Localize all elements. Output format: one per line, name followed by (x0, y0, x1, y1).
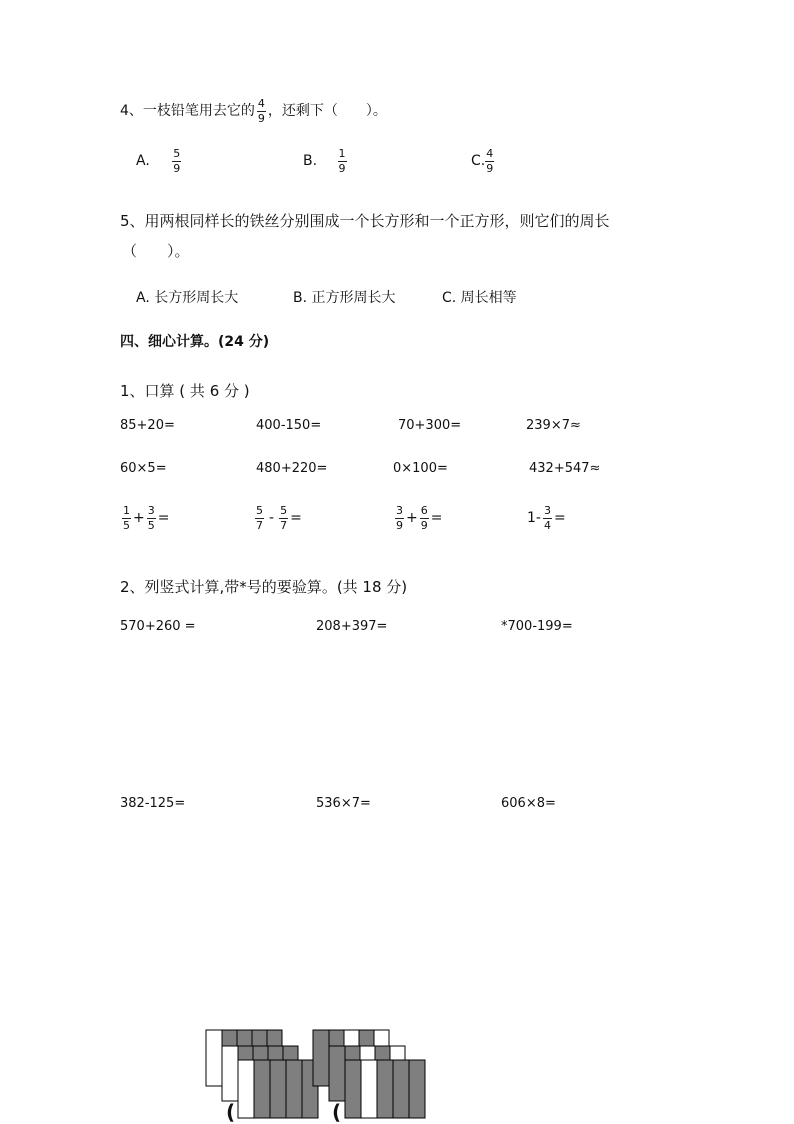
oral-r2-c1: 60×5= (120, 461, 167, 476)
q4-fraction: $\frac{4}{9}$ (257, 97, 265, 125)
left-bar-3-seg-1 (254, 1060, 270, 1118)
q4-option-c: C. $\frac{4}{9}$ (471, 147, 494, 175)
right-bar-3-seg-0 (345, 1060, 361, 1118)
oral-r3-c2: $\frac{5}{7}$ - $\frac{5}{7}$ = (256, 504, 302, 532)
oral-r3-c1: $\frac{1}{5}$ + $\frac{3}{5}$ = (123, 504, 170, 532)
q5-option-c: C. 周长相等 (442, 290, 517, 306)
fraction-bars-left (206, 1030, 318, 1118)
right-bar-3-seg-1 (361, 1060, 377, 1118)
q5-stem-line2: （ ）。 (122, 242, 190, 260)
vertical-r1-c1: 570+260 = (120, 619, 196, 634)
oral-r2-c3: 0×100= (393, 461, 448, 476)
right-bar-1-seg-0 (329, 1030, 344, 1046)
q4-option-b: B. $\frac{1}{9}$ (303, 147, 346, 175)
oral-r1-c3: 70+300= (398, 418, 462, 433)
right-frame-2 (329, 1046, 345, 1101)
oral-r1-c1: 85+20= (120, 418, 175, 433)
q4-suffix: ，还剩下（ ）。 (267, 103, 387, 120)
right-bar-1-seg-1 (344, 1030, 359, 1046)
oral-r2-c2: 480+220= (256, 461, 328, 476)
q4-option-a: A. $\frac{5}{9}$ (136, 147, 181, 175)
q4-prefix: 4、一枝铅笔用去它的 (120, 103, 255, 120)
q4-option-a-fraction: $\frac{5}{9}$ (173, 147, 181, 175)
left-bar-3-seg-0 (238, 1060, 254, 1118)
right-bar-1-seg-2 (359, 1030, 374, 1046)
oral-r1-c4: 239×7≈ (526, 418, 581, 433)
section-4-title: 四、细心计算。(24 分) (120, 334, 270, 350)
left-bar-1-seg-2 (252, 1030, 267, 1046)
vertical-r2-c3: 606×8= (501, 796, 556, 811)
vertical-r2-c1: 382-125= (120, 796, 186, 811)
left-bar-1-seg-1 (237, 1030, 252, 1046)
oral-title: 1、口算 ( 共 6 分 ) (120, 382, 250, 400)
fraction-bars-right (313, 1030, 425, 1118)
vertical-title: 2、列竖式计算,带*号的要验算。(共 18 分) (120, 578, 408, 596)
figure-right-paren: ( (332, 1100, 342, 1124)
q5-stem-line1: 5、用两根同样长的铁丝分别围成一个长方形和一个正方形，则它们的周长 (120, 212, 610, 230)
right-bar-3-seg-4 (409, 1060, 425, 1118)
vertical-r2-c2: 536×7= (316, 796, 371, 811)
left-bar-1-seg-3 (267, 1030, 282, 1046)
right-frame-1 (313, 1030, 329, 1086)
vertical-r1-c3: *700-199= (501, 619, 573, 634)
oral-r1-c2: 400-150= (256, 418, 322, 433)
left-bar-3-seg-2 (270, 1060, 286, 1118)
q4-option-c-fraction: $\frac{4}{9}$ (486, 147, 494, 175)
q5-option-b: B. 正方形周长大 (293, 290, 396, 306)
right-bar-3-seg-3 (393, 1060, 409, 1118)
figure-left-paren: ( (226, 1100, 236, 1124)
q5-option-a: A. 长方形周长大 (136, 290, 239, 306)
left-frame-2 (222, 1046, 238, 1101)
left-bar-1-seg-0 (222, 1030, 237, 1046)
oral-r3-c3: $\frac{3}{9}$ + $\frac{6}{9}$ = (396, 504, 443, 532)
vertical-r1-c2: 208+397= (316, 619, 388, 634)
left-frame-1 (206, 1030, 222, 1086)
oral-r3-c4: 1- $\frac{3}{4}$ = (527, 504, 566, 532)
left-bar-3-seg-3 (286, 1060, 302, 1118)
right-bar-3-seg-2 (377, 1060, 393, 1118)
right-bar-1-seg-3 (374, 1030, 389, 1046)
q4-option-b-fraction: $\frac{1}{9}$ (338, 147, 346, 175)
oral-r2-c4: 432+547≈ (529, 461, 601, 476)
